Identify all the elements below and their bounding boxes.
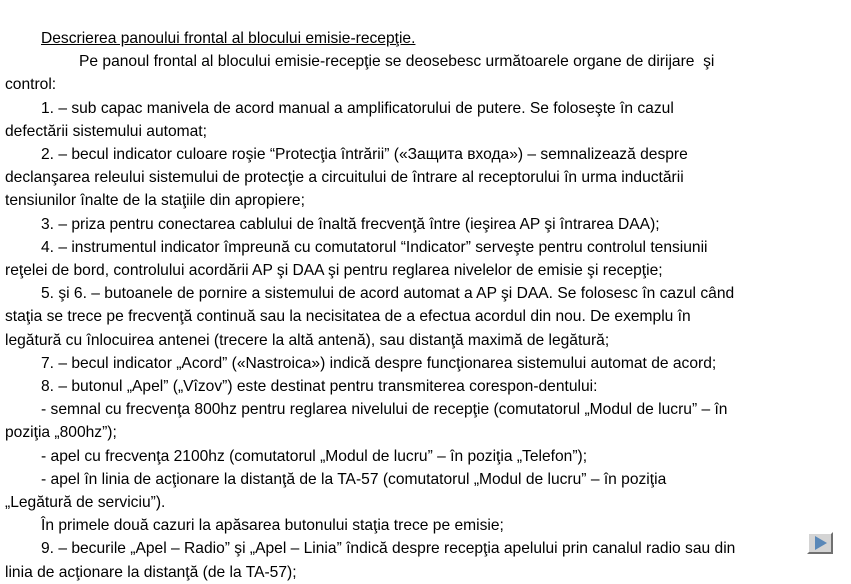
text-line: 4. – instrumentul indicator împreună cu comutatorul “Indicator” serveşte pentru controlul tensiunii — [41, 238, 708, 256]
text-line: 9. – becurile „Apel – Radio” şi „Apel – Linia” îndică despre recepţia apelului prin canalul radio sau din — [41, 540, 736, 558]
text-line: În primele două cazuri la apăsarea butonului staţia trece pe emisie; — [41, 517, 504, 535]
text-line: Pe panoul frontal al blocului emisie-recepţie se deosebesc următoarele organe de dirijare şi — [79, 53, 715, 71]
text-line: poziţia „800hz”); — [5, 424, 117, 442]
text-line: 7. – becul indicator „Acord” («Nastroica») indică despre funcţionarea sistemului automat de acord; — [41, 354, 717, 372]
text-line: control: — [5, 76, 57, 94]
text-line: 2. – becul indicator culoare roşie “Protecţia întrării” («Защита входа») – semnalizează despre — [41, 146, 688, 163]
text-line: 5. şi 6. – butoanele de pornire a sistemului de acord automat a AP şi DAA. Se folosesc în cazul când — [41, 285, 735, 303]
text-line: - apel în linia de acţionare la distanţă de la TA-57 (comutatorul „Modul de lucru” – în poziţia — [41, 470, 667, 488]
text-line: „Legătură de serviciu”). — [5, 494, 166, 511]
next-slide-button[interactable] — [807, 532, 833, 554]
text-line: legătură cu înlocuirea antenei (trecere la altă antenă), sau distanţă maximă de legătură; — [5, 331, 610, 349]
text-line: declanşarea releului sistemului de protecţie a circuitului de întrare al receptorului în urma inductării — [5, 169, 684, 187]
text-line: 1. – sub capac manivela de acord manual a amplificatorului de putere. Se foloseşte în cazul — [41, 99, 674, 117]
text-line: defectării sistemului automat; — [5, 122, 207, 140]
text-line: linia de acţionare la distanţă (de la TA-57); — [5, 563, 297, 581]
text-line: - semnal cu frecvenţa 800hz pentru reglarea nivelului de recepţie (comutatorul „Modul de lucru” – în — [41, 401, 728, 419]
text-line: 3. – priza pentru conectarea cablului de înaltă frecvenţă între (ieşirea AP şi întrarea DAA); — [41, 215, 660, 233]
text-line: 8. – butonul „Apel” („Vîzov”) este destinat pentru transmiterea corespon-dentului: — [41, 378, 598, 395]
text-line: reţelei de bord, controlului acordării AP şi DAA şi pentru reglarea nivelelor de emisie şi recepţie; — [5, 262, 663, 279]
slide-heading: Descrierea panoului frontal al blocului emisie-recepţie. — [41, 30, 416, 47]
play-triangle-icon — [814, 536, 828, 550]
text-line: staţia se trece pe frecvenţă continuă sau la necisitatea de a efectua acordul din nou. De exemplu în — [5, 308, 691, 326]
text-line: - apel cu frecvenţa 2100hz (comutatorul „Modul de lucru” – în poziţia „Telefon”); — [41, 447, 588, 465]
text-line: tensiunilor înalte de la staţiile din apropiere; — [5, 192, 305, 210]
